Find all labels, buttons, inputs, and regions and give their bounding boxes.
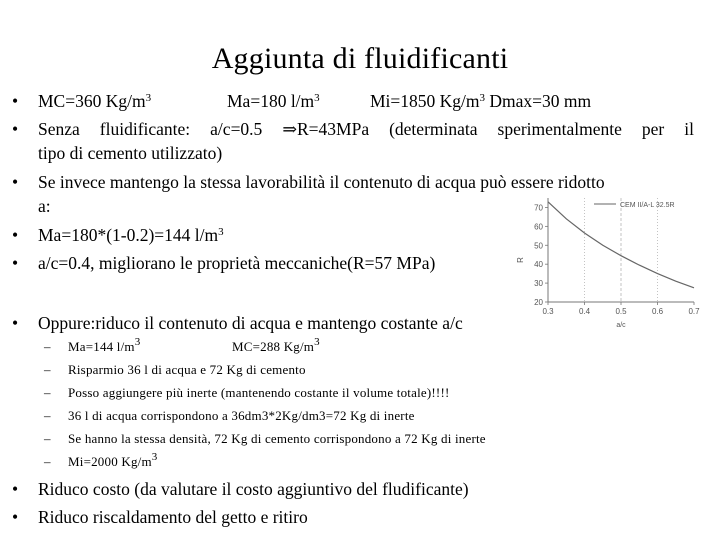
bullet-improved-properties [12,251,502,275]
subitem-savings [44,359,664,381]
alternative-text: Oppure:riduco il contenuto di acqua e mantengo costante a/c [38,313,463,333]
chart-y-tick-label: 40 [534,260,543,270]
bullet-dot: • [12,172,19,192]
water-text: Ma=180 l/m [227,91,315,111]
reduced-water-text: Ma=144 l/m [68,339,135,354]
bullet-same-workability-line1: Se invece mantengo la stessa lavorabilità il contenuto di acqua può essere ridotto [38,172,605,192]
bullet-same-workability-line2: a: [38,196,51,216]
water-exp: 3 [314,92,320,104]
bullet-reduce-heat [12,505,572,529]
strength-text: R=43MPa (determinata sperimentalmente per il [296,119,694,139]
chart-x-tick-label: 0.3 [542,307,554,316]
reduce-heat-text: Riduco riscaldamento del getto e ritiro [38,507,308,527]
improved-properties-text: a/c=0.4, migliorano le proprietà meccaniche(R=57 MPa) [38,253,436,273]
subitem-more-aggregate [44,382,664,404]
chart-x-tick-label: 0.5 [615,307,627,316]
reduced-water-exp: 3 [134,336,141,348]
same-density-text: Se hanno la stessa densità, 72 Kg di cemento corrispondono a 72 Kg di inerte [68,431,486,446]
water-reduced-exp: 3 [218,226,224,238]
implies-arrow-icon: ⇒ [282,119,297,139]
bullet-no-fluidifier [12,117,702,165]
dash-marker: – [44,362,51,377]
bullet-water-reduced [12,223,492,247]
bullet-dot: • [12,313,19,333]
chart-y-tick-label: 70 [534,203,543,213]
subitem-same-density [44,428,664,450]
chart-x-axis-label: a/c [616,322,626,329]
chart-x-tick-label: 0.7 [688,307,700,316]
subitem-reduced-mix [44,336,664,358]
bullet-dot: • [12,119,19,139]
bullet-dot: • [12,479,19,499]
dash-marker: – [44,339,51,354]
water-reduced-text: Ma=180*(1-0.2)=144 l/m [38,225,219,245]
reduced-cement [232,336,320,358]
cement-exp: 3 [145,92,152,104]
reduce-cost-text: Riduco costo (da valutare il costo aggiuntivo del fludificante) [38,479,469,499]
chart-x-tick-label: 0.4 [578,307,591,316]
new-aggregate-text: Mi=2000 Kg/m [68,454,152,469]
bullet-dot: • [12,507,19,527]
cement-content [38,89,151,113]
savings-text: Risparmio 36 l di acqua e 72 Kg di cemento [68,362,306,377]
ratio-text: Senza fluidificante: a/c=0.5 [38,119,283,139]
bullet-dot: • [12,91,19,111]
bullet-dot: • [12,253,19,273]
bullet-no-fluidifier-line1 [38,117,694,141]
aggregate-exp: 3 [479,92,486,104]
bullet-reduce-cost [12,477,572,501]
strength-vs-wc-chart [512,190,712,332]
subitem-new-aggregate [44,451,664,473]
chart-y-tick-label: 30 [534,279,543,289]
bullet-mix-design [12,89,712,113]
slide-title: Aggiunta di fluidificanti [211,42,509,75]
chart-legend-label: CEM II/A-L 32.5R [620,202,675,209]
bullet-dot: • [12,225,19,245]
water-content [227,89,320,113]
dmax-text: Dmax=30 mm [485,91,592,111]
chart-x-tick-label: 0.6 [651,307,664,316]
reduced-cement-text: MC=288 Kg/m [232,339,315,354]
bullet-no-fluidifier-line2: tipo di cemento utilizzato) [38,143,223,163]
more-aggregate-text: Posso aggiungere più inerte (mantenendo costante il volume totale)!!!! [68,385,450,400]
water-to-aggregate-text: 36 l di acqua corrispondono a 36dm3*2Kg/dm3=72 Kg di inerte [68,408,415,423]
new-aggregate-exp: 3 [151,451,158,463]
bullet-alternative [12,311,522,335]
chart-y-tick-label: 50 [534,241,543,251]
subitem-water-to-aggregate [44,405,664,427]
aggregate-text: Mi=1850 Kg/m [370,91,480,111]
dash-marker: – [44,431,51,446]
reduced-water [68,336,140,358]
dash-marker: – [44,454,51,469]
aggregate-content [370,89,591,113]
chart-y-tick-label: 60 [534,222,543,232]
water-reduced-content [38,223,224,247]
new-aggregate [68,451,157,473]
chart-y-axis-label: R [516,257,525,263]
cement-text: MC=360 Kg/m [38,91,146,111]
dash-marker: – [44,408,51,423]
chart-y-tick-label: 20 [534,298,543,307]
reduced-cement-exp: 3 [314,336,320,348]
dash-marker: – [44,385,51,400]
